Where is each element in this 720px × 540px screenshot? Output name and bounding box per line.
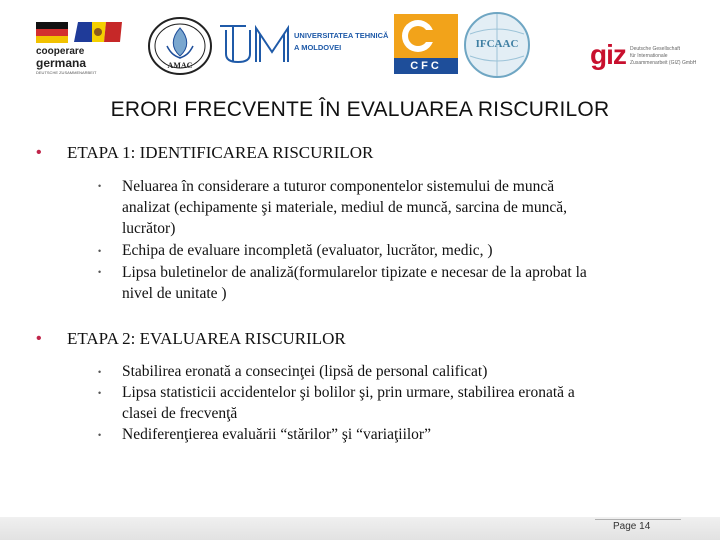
utm-logo bbox=[216, 22, 389, 68]
bullet-icon: • bbox=[98, 367, 102, 377]
bullet-icon: • bbox=[36, 330, 42, 347]
item-line: clasei de frecvenţă bbox=[122, 405, 238, 422]
cooperare-germana-logo bbox=[34, 20, 126, 78]
item-line: Neluarea în considerare a tuturor componentelor sistemului de muncă bbox=[122, 178, 555, 195]
list-item bbox=[122, 240, 667, 261]
giz-wordmark: giz bbox=[590, 39, 626, 70]
stage-heading: ETAPA 2: EVALUAREA RISCURILOR bbox=[67, 329, 346, 348]
list-item bbox=[122, 361, 667, 382]
ifcaac-logo bbox=[462, 10, 532, 80]
list-item bbox=[122, 262, 667, 304]
item-line: Lipsa statisticii accidentelor şi bolilor şi, prin urmare, stabilirea eronată a bbox=[122, 384, 575, 401]
amac-logo bbox=[145, 16, 215, 78]
giz-line2: für Internationale bbox=[630, 53, 668, 59]
slide-title: ERORI FRECVENTE ÎN EVALUAREA RISCURILOR bbox=[110, 98, 610, 121]
list-item bbox=[122, 176, 667, 239]
item-line: Nediferenţierea evaluării “stărilor” şi “variaţiilor” bbox=[122, 426, 431, 443]
page-divider bbox=[595, 519, 681, 520]
item-line: lucrător) bbox=[122, 220, 176, 237]
bullet-icon: • bbox=[98, 430, 102, 440]
item-line: Echipa de evaluare incompletă (evaluator, lucrător, medic, ) bbox=[122, 242, 493, 259]
cooperare-text: cooperare bbox=[36, 46, 85, 57]
bullet-icon: • bbox=[36, 144, 42, 161]
item-line: Lipsa buletinelor de analiză(formularelor tipizate e necesar de la aprobat la bbox=[122, 264, 587, 281]
cfc-logo bbox=[392, 12, 460, 76]
germana-text: germana bbox=[36, 56, 87, 70]
item-line: Stabilirea eronată a consecinţei (lipsă de personal calificat) bbox=[122, 363, 488, 380]
bullet-icon: • bbox=[98, 388, 102, 398]
utm-name-line2: A MOLDOVEI bbox=[294, 43, 342, 52]
cfc-label: CFC bbox=[410, 60, 442, 72]
giz-line3: Zusammenarbeit (GIZ) GmbH bbox=[630, 60, 697, 66]
bullet-icon: • bbox=[98, 267, 102, 277]
giz-line1: Deutsche Gesellschaft bbox=[630, 46, 681, 52]
list-item bbox=[122, 424, 667, 445]
logo-bar bbox=[0, 0, 720, 90]
bullet-icon: • bbox=[98, 181, 102, 191]
bullet-icon: • bbox=[98, 246, 102, 256]
item-line: nivel de unitate ) bbox=[122, 285, 227, 302]
footer-band bbox=[0, 517, 720, 540]
deutsche-zusammenarbeit-text: DEUTSCHE ZUSAMMENARBEIT bbox=[36, 70, 97, 75]
page-number: Page 14 bbox=[613, 521, 651, 532]
stage-heading: ETAPA 1: IDENTIFICAREA RISCURILOR bbox=[67, 143, 374, 162]
list-item bbox=[122, 382, 667, 424]
amac-label: AMAC bbox=[167, 61, 193, 70]
giz-logo bbox=[590, 40, 715, 80]
utm-monogram bbox=[216, 22, 296, 66]
item-line: analizat (echipamente şi materiale, mediul de muncă, sarcina de muncă, bbox=[122, 199, 567, 216]
ifcaac-label: IFCAAC bbox=[475, 38, 519, 50]
utm-name-line1: UNIVERSITATEA TEHNICĂ bbox=[294, 31, 389, 40]
